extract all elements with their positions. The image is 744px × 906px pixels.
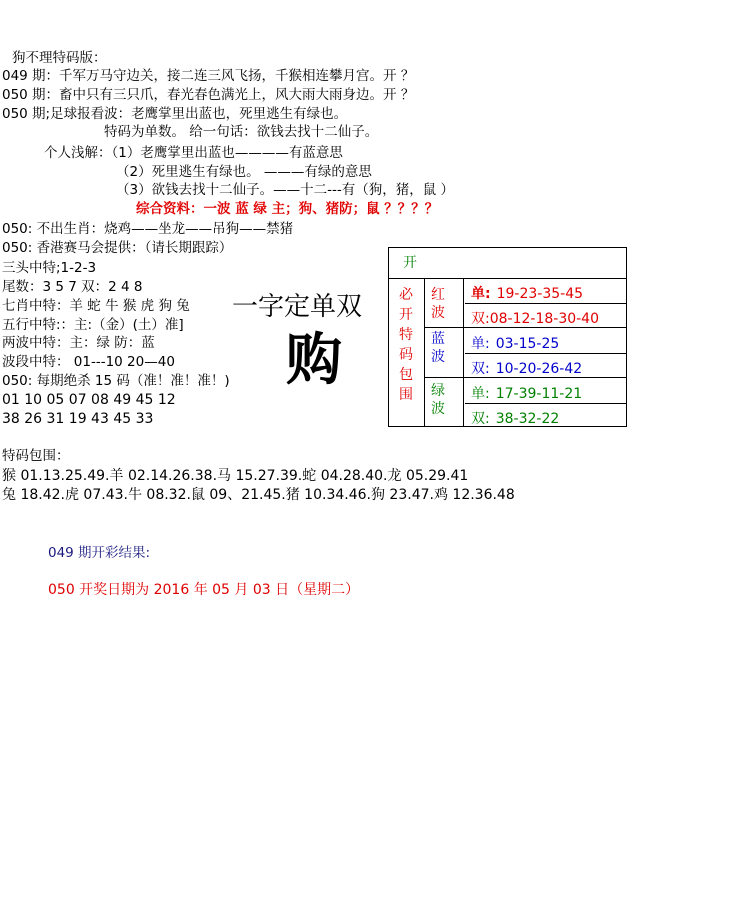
riddle-050: 050 期：畜中只有三只爪，春光春色满光上，风大雨大雨身边。开 ？ [2, 87, 415, 103]
blue-wave-group [425, 328, 627, 378]
page-title: 狗不理特码版： [12, 50, 107, 66]
seven-zodiac: 七肖中特：羊 蛇 牛 猴 虎 狗 兔 [2, 298, 190, 314]
side-char: 特 [399, 327, 413, 343]
group-label-char: 波 [431, 305, 445, 321]
table-side-label [389, 278, 425, 426]
five-elements: 五行中特:：主:（金）(土）准] [2, 317, 184, 333]
draw-date-050: 050 开奖日期为 2016 年 05 月 03 日（星期二） [48, 582, 360, 598]
group-label [425, 278, 464, 327]
interpretation-2: （2）死里逃生有绿也。 ———有绿的意思 [116, 164, 372, 180]
row-text: 双: 10-20-26-42 [471, 361, 583, 377]
table-row [465, 328, 627, 354]
result-049: 049 期开彩结果: [48, 545, 151, 561]
table-row [465, 378, 627, 404]
group-label-char: 红 [431, 287, 445, 303]
zodiac-numbers-row-2: 兔 18.42.虎 07.43.牛 08.32.鼠 09、21.45.猪 10.34.46.狗 23.47.鸡 12.36.48 [2, 487, 515, 503]
row-text: 双: 38-32-22 [471, 411, 560, 427]
row-text: 单: 19-23-35-45 [471, 286, 584, 302]
table-row [465, 353, 627, 378]
group-label [425, 378, 464, 427]
special-code-table [388, 247, 627, 427]
kill-numbers-row-1: 01 10 05 07 08 49 45 12 [2, 392, 176, 408]
row-text: 单: 17-39-11-21 [471, 386, 583, 402]
interpretation-1: 个人浅解：（1）老鹰掌里出蓝也————有蓝意思 [44, 145, 343, 161]
table-row [465, 303, 627, 328]
group-label-char: 波 [431, 349, 445, 365]
side-char: 必 [399, 287, 413, 303]
table-header [389, 248, 626, 279]
group-label [425, 328, 464, 377]
group-label-char: 绿 [431, 383, 445, 399]
interpretation-3: （3）欲钱去找十二仙子。——十二---有（狗，猪，鼠 ） [116, 182, 454, 198]
kill-numbers-row-2: 38 26 31 19 43 45 33 [2, 411, 154, 427]
summary-line: 综合资料：一波 蓝 绿 主；狗、猪防；鼠 ？？？？ [136, 201, 439, 217]
side-char: 围 [399, 387, 413, 403]
table-row [465, 403, 627, 428]
group-label-char: 波 [431, 401, 445, 417]
kill-numbers-label: 050: 每期绝杀 15 码（准！准！准！) [2, 373, 230, 389]
table-header-label: 开 [403, 255, 417, 271]
excluded-zodiac: 050: 不出生肖：烧鸡——坐龙——吊狗——禁猪 [2, 221, 294, 237]
single-hint: 特码为单数。 给一句话：欲钱去找十二仙子。 [104, 124, 379, 140]
green-wave-group [425, 378, 627, 427]
stamp-heading: 一字定单双 [232, 292, 363, 322]
side-char: 码 [399, 347, 413, 363]
zodiac-numbers-row-1: 猴 01.13.25.49.羊 02.14.26.38.马 15.27.39.蛇 04.28.40.龙 05.29.41 [2, 468, 469, 484]
side-char: 开 [399, 307, 413, 323]
range-band: 波段中特： 01---10 20—40 [2, 354, 175, 370]
riddle-049: 049 期：千军万马守边关，接二连三风飞扬，千猴相连攀月宫。开 ？ [2, 68, 415, 84]
side-char: 包 [399, 367, 413, 383]
special-code-heading: 特码包围： [2, 448, 70, 464]
row-text: 双:08-12-18-30-40 [471, 311, 599, 327]
red-wave-group [425, 278, 627, 328]
row-text: 单: 03-15-25 [471, 336, 560, 352]
football-hint: 050 期;足球报看波：老鹰掌里出蓝也，死里逃生有绿也。 [2, 106, 348, 122]
hk-source: 050: 香港赛马会提供：（请长期跟踪） [2, 240, 233, 256]
tail-digits: 尾数：3 5 7 双：2 4 8 [2, 279, 143, 295]
two-waves: 两波中特：主：绿 防：蓝 [2, 335, 155, 351]
head-digits: 三头中特;1-2-3 [2, 260, 97, 276]
stamp-buy: 购 [286, 327, 342, 393]
table-row [465, 278, 627, 304]
group-label-char: 蓝 [431, 331, 445, 347]
